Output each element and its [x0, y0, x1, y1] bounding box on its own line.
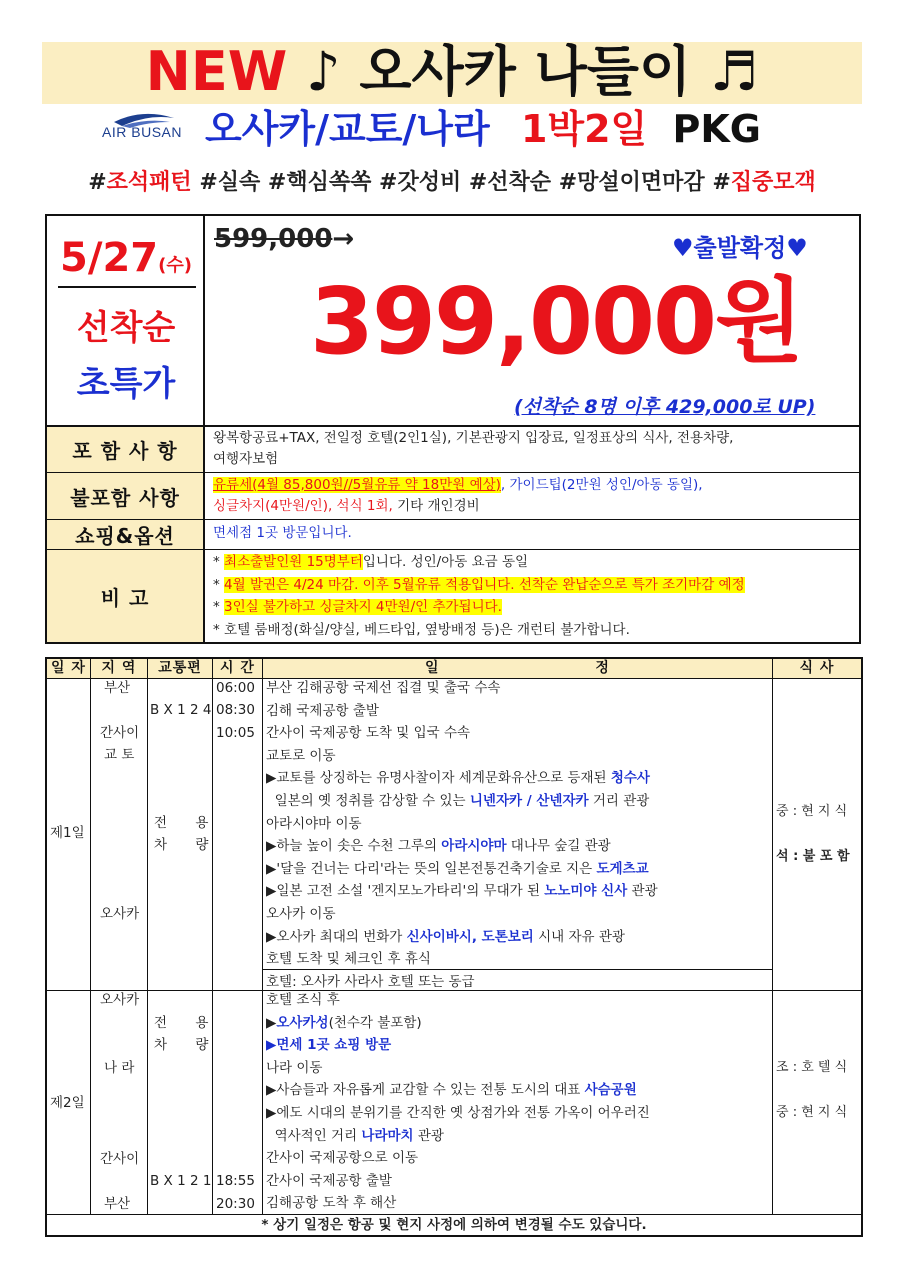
excluded-label: 불포함 사항 [47, 473, 203, 519]
price-note: (선착순 8명 이후 429,000로 UP) [514, 396, 816, 418]
day2-label: 제2일 [50, 1095, 85, 1111]
grid-line [772, 659, 773, 1215]
excluded-text [213, 475, 853, 517]
day1-region-kyoto: 교 토 [104, 747, 135, 763]
itinerary-footnote: * 상기 일정은 항공 및 현지 사정에 의하여 변경될 수도 있습니다. [261, 1217, 647, 1233]
hashtag-part: 조석패턴 [106, 170, 192, 195]
day1-flight: B X 1 2 4 [150, 702, 212, 718]
day2-meal-breakfast: 조 : 호 텔 식 [776, 1060, 848, 1075]
sale-price: 399,000원 [310, 268, 802, 375]
day2-time: 18:55 [216, 1173, 255, 1189]
day1-region-busan: 부산 [104, 680, 131, 696]
day2-region-osaka: 오사카 [100, 992, 140, 1008]
day2-region-kansai: 간사이 [100, 1151, 140, 1167]
departure-weekday: (수) [158, 255, 192, 276]
header-time: 시 간 [213, 659, 262, 678]
hashtag-line [42, 166, 862, 200]
shopping-label: 쇼핑&옵션 [47, 520, 203, 549]
airline-logo-text: AIR BUSAN [102, 124, 182, 140]
grid-line [262, 659, 263, 1215]
day1-meal-lunch: 중 : 현 지 식 [776, 804, 848, 819]
fuel-surcharge: 유류세(4월 85,800원//5월유류 약 18만원 예상) [213, 477, 501, 493]
header-region: 지 역 [91, 659, 147, 678]
page-title [42, 40, 862, 104]
day2-region-nara: 나 라 [104, 1060, 135, 1076]
day1-vehicle: 차 량 [154, 837, 209, 853]
personal-expenses: 기타 개인경비 [392, 498, 480, 514]
day1-meal-dinner: 석 : 불 포 함 [776, 849, 850, 864]
title-main: ♪ 오사카 나들이 ♬ [306, 40, 759, 103]
departure-date: 5/27(수) [60, 235, 192, 281]
day1-vehicle: 전 용 [154, 815, 209, 831]
remarks-label: 비 고 [47, 550, 203, 642]
hashtag-part: #실속 #핵심쏙쏙 #갓성비 #선착순 #망설이면마감 # [191, 170, 731, 195]
subtitle-route: 오사카/교토/나라 [205, 107, 490, 151]
day2-region-busan: 부산 [104, 1196, 131, 1212]
single-charge: 싱글차지(4만원/인), 석식 1회, [213, 498, 393, 514]
day1-region-kansai: 간사이 [100, 725, 140, 741]
day2-vehicle: 차 량 [154, 1037, 209, 1053]
guide-tip: , 가이드팁(2만원 성인/아동 동일), [500, 477, 703, 493]
grid-line [212, 659, 213, 1215]
departure-confirmed-badge: ♥출발확정♥ [672, 234, 808, 262]
hashtag-part: # [88, 170, 107, 195]
included-text: 왕복항공료+TAX, 전일정 호텔(2인1실), 기본관광지 입장료, 일정표상의 식사, 전용차량, 여행자보험 [213, 430, 734, 467]
package-subtitle [205, 104, 761, 154]
offer-divider [203, 216, 205, 642]
day2-flight: B X 1 2 1 [150, 1173, 212, 1189]
header-schedule: 일 정 [263, 659, 772, 678]
first-come-label: 선착순 [76, 308, 176, 348]
day2-time: 20:30 [216, 1196, 255, 1212]
grid-line [90, 659, 91, 1215]
original-price: 599,000→ [214, 224, 355, 254]
day2-vehicle: 전 용 [154, 1015, 209, 1031]
day1-time: 10:05 [216, 725, 255, 741]
header-meal: 식 사 [773, 659, 861, 678]
day2-schedule: 호텔 조식 후 ▶오사카성(천수각 불포함) ▶면세 1곳 쇼핑 방문 나라 이동 ▶사슴들과 자유롭게 교감할 수 있는 전통 도시의 대표 사슴공원 ▶에도 시대의 분위기를 간직한 옛 상점가와 전통 가옥이 어우러진 역사적인 거리 나라마치 관광 간사이 국제공항으로 이동 간사이 국제공항 출발 김해공항 도착 후 해산 [266, 992, 650, 1212]
date-underline [58, 286, 196, 288]
day1-label: 제1일 [50, 825, 85, 841]
price-arrow: → [332, 224, 355, 254]
day2-meal-lunch: 중 : 현 지 식 [776, 1105, 848, 1120]
day1-schedule: 부산 김해공항 국제선 집결 및 출국 수속 김해 국제공항 출발 간사이 국제공항 도착 및 입국 수속 교토로 이동 ▶교토를 상징하는 유명사찰이자 세계문화유산으로 등재된 청수사 일본의 옛 정취를 감상할 수 있는 니넨자카 / 산넨자카 거리 관광 아라시야마 이동 ▶하늘 높이 솟은 수천 그루의 아라시야마 대나무 숲길 관광 ▶'달을 건너는 다리'라는 뜻의 일본전통건축기술로 지은 도게츠교 ▶일본 고전 소설 '겐지모노가타리'의 무대가 된 노노미야 신사 관광 오사카 이동 ▶오사카 최대의 번화가 신사이바시, 도톤보리 시내 자유 관광 호텔 도착 및 체크인 후 휴식 호텔: 오사카 사라사 호텔 또는 동급 [266, 680, 658, 990]
header-day: 일 자 [47, 659, 90, 678]
included-label: 포 함 사 항 [47, 427, 203, 472]
day1-time: 08:30 [216, 702, 255, 718]
grid-line [147, 659, 148, 1215]
hashtag-part: 집중모객 [730, 170, 816, 195]
day1-time: 06:00 [216, 680, 255, 696]
header-transport: 교통편 [148, 659, 212, 678]
subtitle-days: 1박2일 [520, 107, 648, 151]
special-price-label: 초특가 [76, 364, 176, 404]
day1-region-osaka: 오사카 [100, 906, 140, 922]
title-new: NEW [145, 40, 288, 103]
subtitle-pkg: PKG [672, 107, 761, 151]
shopping-text: 면세점 1곳 방문입니다. [213, 525, 352, 541]
remarks-text: * 최소출발인원 15명부터입니다. 성인/아동 요금 동일 * 4월 발권은 4/24 마감. 이후 5월유류 적용입니다. 선착순 완납순으로 특가 조기마감 예정 * 3인실 불가하고 싱글차지 4만원/인 추가됩니다. * 호텔 룸배정(화실/양실, 베드타입, 옆방배정 등)은 개런티 불가합니다. [213, 554, 745, 638]
